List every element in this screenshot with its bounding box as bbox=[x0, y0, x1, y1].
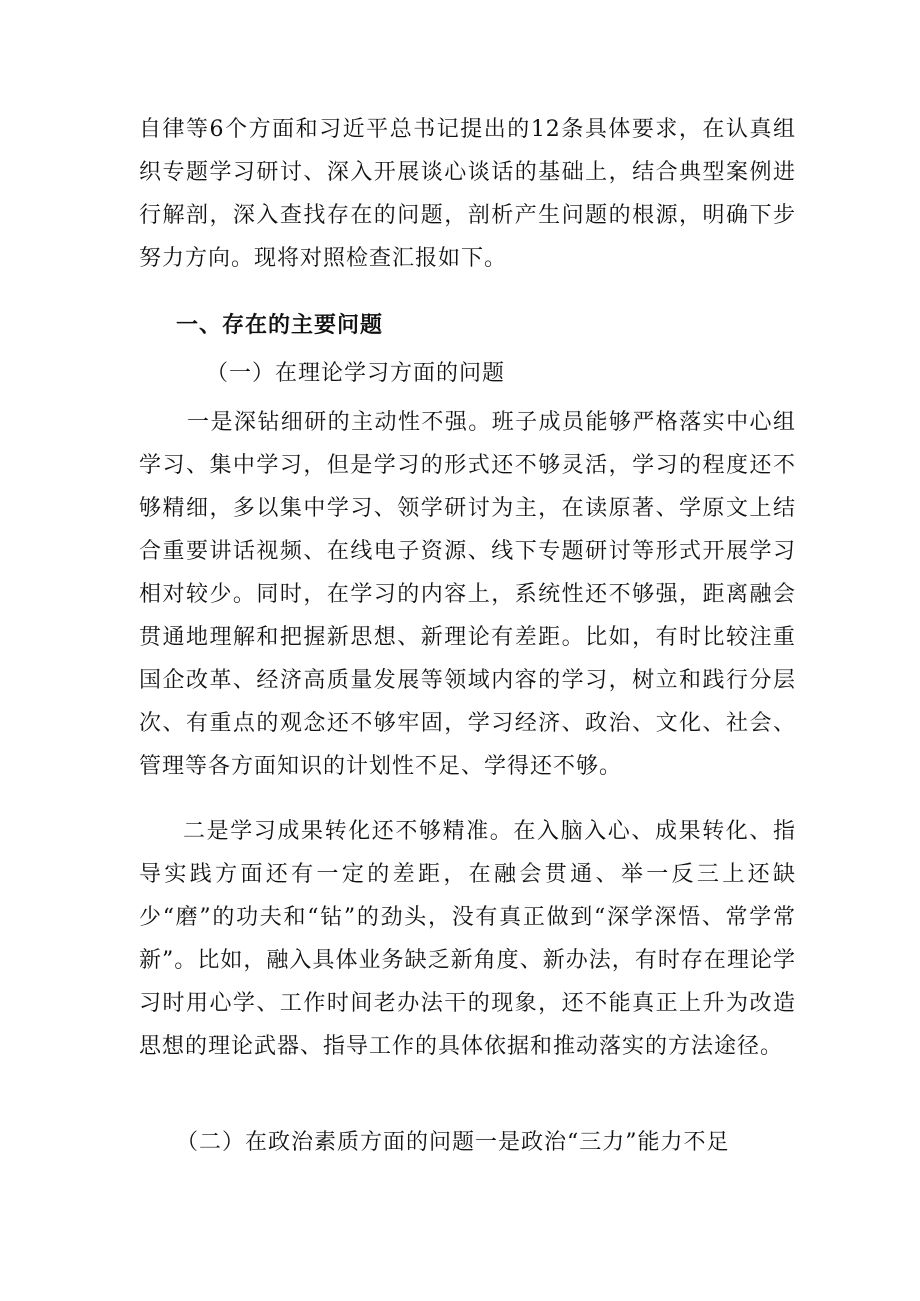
subsection-2-line: （二）在政治素质方面的问题一是政治“三力”能力不足 bbox=[176, 1130, 730, 1155]
paragraph-theory-study-2: 二是学习成果转化还不够精准。在入脑入心、成果转化、指导实践方面还有一定的差距，在融会贯通、举一反三上还缺少“磨”的功夫和“钻”的劲头，没有真正做到“深学深悟、常学常新”。比如，融入具体业务缺乏新角度、新办法，有时存在理论学习时用心学、工作时间老办法干的现象，还不能真正上升为改造思想的理论武器、指导工作的具体依据和推动落实的方法途径。 bbox=[139, 819, 796, 1059]
intro-paragraph: 自律等6个方面和习近平总书记提出的12条具体要求，在认真组织专题学习研讨、深入开展谈心谈话的基础上，结合典型案例进行解剖，深入查找存在的问题，剖析产生问题的根源，明确下步努力方向。现将对照检查汇报如下。 bbox=[139, 117, 796, 271]
section-heading: 一、存在的主要问题 bbox=[176, 313, 384, 338]
paragraph-theory-study-1: 一是深钻细研的主动性不强。班子成员能够严格落实中心组学习、集中学习，但是学习的形式还不够灵活，学习的程度还不够精细，多以集中学习、领学研讨为主，在读原著、学原文上结合重要讲话视频、在线电子资源、线下专题研讨等形式开展学习相对较少。同时，在学习的内容上，系统性还不够强，距离融会贯通地理解和把握新思想、新理论有差距。比如，有时比较注重国企改革、经济高质量发展等领域内容的学习，树立和践行分层次、有重点的观念还不够牢固，学习经济、政治、文化、社会、管理等各方面知识的计划性不足、学得还不够。 bbox=[139, 410, 796, 779]
subsection-1-heading: （一）在理论学习方面的问题 bbox=[206, 361, 506, 386]
